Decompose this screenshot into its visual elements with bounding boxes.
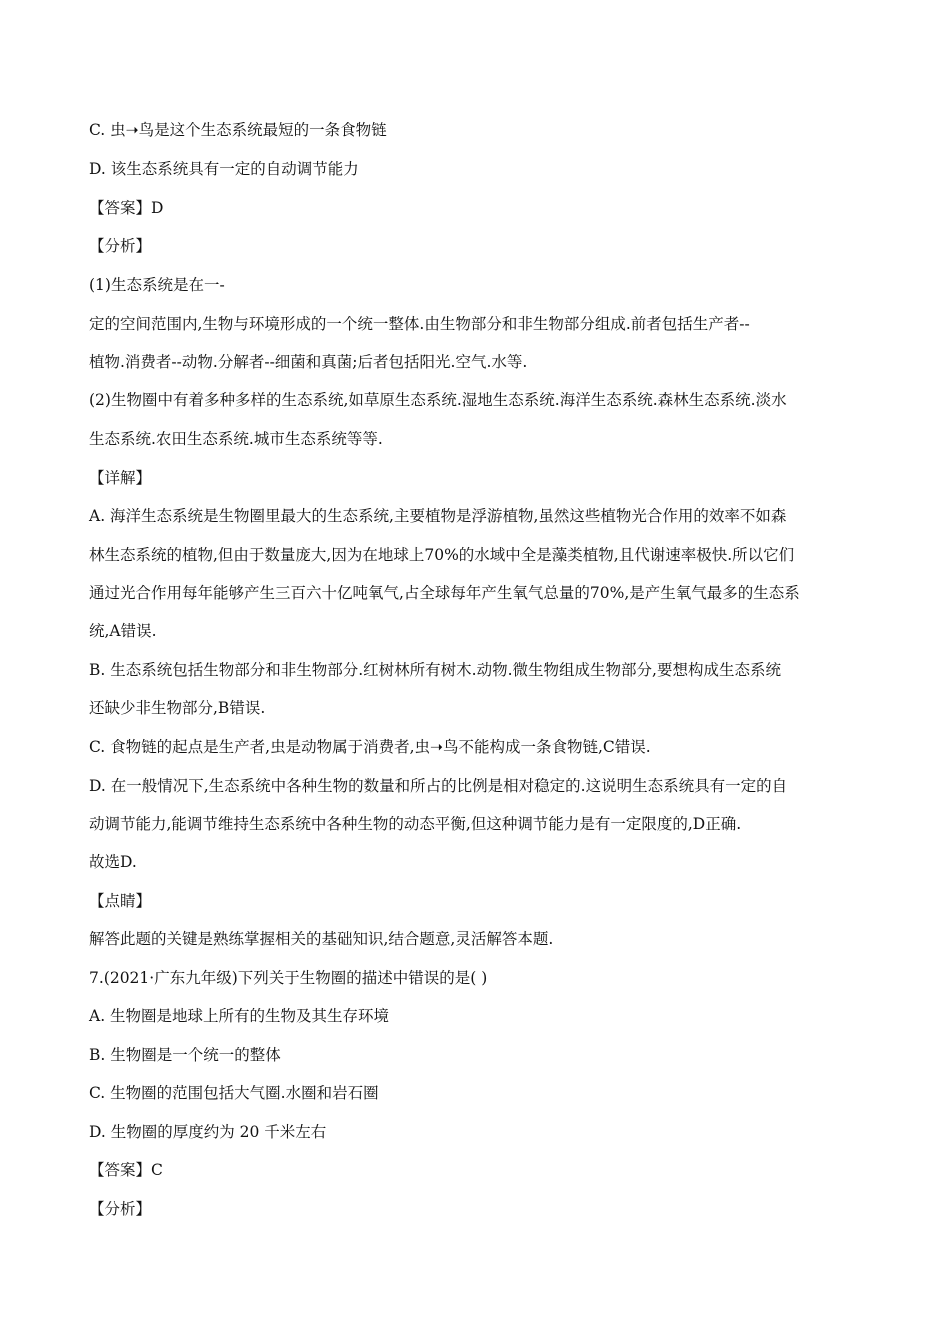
question-7-line: 7.(2021·广东九年级)下列关于生物圈的描述中错误的是( ) <box>89 969 488 987</box>
detail-line: B. 生态系统包括生物部分和非生物部分.红树林所有树木.动物.微生物组成生物部分,要想构成生态系统 <box>89 661 781 679</box>
option-a-line: A. 生物圈是地球上所有的生物及其生存环境 <box>89 1007 390 1025</box>
option-c-line: C. 生物圈的范围包括大气圈.水圈和岩石圈 <box>89 1084 379 1102</box>
option-b-line: B. 生物圈是一个统一的整体 <box>89 1046 281 1064</box>
tip-heading: 【点睛】 <box>89 892 152 910</box>
detail-line: C. 食物链的起点是生产者,虫是动物属于消费者,虫➝鸟不能构成一条食物链,C错误. <box>89 738 651 756</box>
choice-line: 故选D. <box>89 853 137 871</box>
detail-line: 林生态系统的植物,但由于数量庞大,因为在地球上70%的水域中全是藻类植物,且代谢速率极快.所以它们 <box>89 546 795 564</box>
analysis-line: 生态系统.农田生态系统.城市生态系统等等. <box>89 430 383 448</box>
option-d-line: D. 该生态系统具有一定的自动调节能力 <box>89 160 359 178</box>
analysis-line: 植物.消费者--动物.分解者--细菌和真菌;后者包括阳光.空气.水等. <box>89 353 528 371</box>
detail-heading: 【详解】 <box>89 469 152 487</box>
detail-line: D. 在一般情况下,生态系统中各种生物的数量和所占的比例是相对稳定的.这说明生态系统具有一定的自 <box>89 777 788 795</box>
detail-line: 还缺少非生物部分,B错误. <box>89 699 266 717</box>
answer-label: 【答案】D <box>89 199 164 217</box>
detail-line: A. 海洋生态系统是生物圈里最大的生态系统,主要植物是浮游植物,虽然这些植物光合作用的效率不如森 <box>89 507 787 525</box>
analysis-line: (1)生态系统是在一- <box>89 276 225 294</box>
detail-line: 统,A错误. <box>89 622 157 640</box>
answer-label: 【答案】C <box>89 1161 163 1179</box>
analysis-line: (2)生物圈中有着多种多样的生态系统,如草原生态系统.湿地生态系统.海洋生态系统.森林生态系统.淡水 <box>89 391 787 409</box>
analysis-heading: 【分析】 <box>89 237 152 255</box>
analysis-heading: 【分析】 <box>89 1200 152 1218</box>
tip-line: 解答此题的关键是熟练掌握相关的基础知识,结合题意,灵活解答本题. <box>89 930 554 948</box>
analysis-line: 定的空间范围内,生物与环境形成的一个统一整体.由生物部分和非生物部分组成.前者包括生产者-- <box>89 315 750 333</box>
detail-line: 通过光合作用每年能够产生三百六十亿吨氧气,占全球每年产生氧气总量的70%,是产生氧气最多的生态系 <box>89 584 800 602</box>
detail-line: 动调节能力,能调节维持生态系统中各种生物的动态平衡,但这种调节能力是有一定限度的,D正确. <box>89 815 742 833</box>
option-d-line: D. 生物圈的厚度约为 20 千米左右 <box>89 1123 327 1141</box>
option-c-line: C. 虫➝鸟是这个生态系统最短的一条食物链 <box>89 121 387 139</box>
